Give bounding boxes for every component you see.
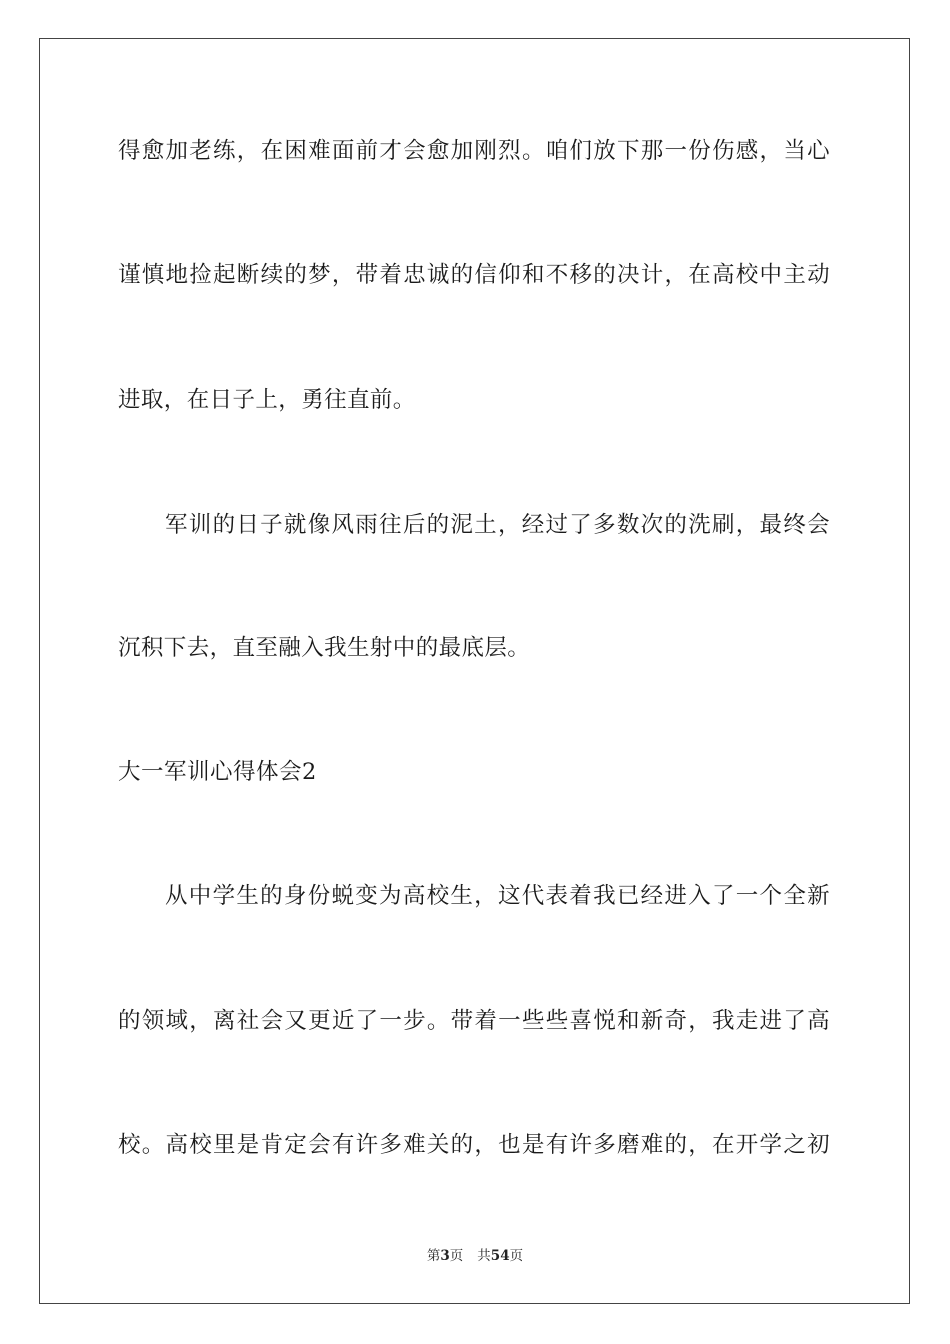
body-line-7: 的领域，离社会又更近了一步。带着一些些喜悦和新奇，我走进了高 bbox=[118, 1008, 830, 1034]
body-line-5: 沉积下去，直至融入我生射中的最底层。 bbox=[118, 635, 531, 661]
body-line-2: 谨慎地捡起断续的梦，带着忠诚的信仰和不移的决计，在高校中主动 bbox=[118, 262, 830, 288]
body-line-6: 从中学生的身份蜕变为高校生，这代表着我已经进入了一个全新 bbox=[165, 883, 830, 909]
footer-page-number: 3 bbox=[440, 1248, 450, 1264]
footer-total-suffix: 页 bbox=[509, 1248, 524, 1264]
body-line-3: 进取，在日子上，勇往直前。 bbox=[118, 387, 416, 413]
page-footer bbox=[0, 1246, 950, 1266]
footer-page-suffix: 页 bbox=[449, 1248, 464, 1264]
footer-total-number: 54 bbox=[490, 1248, 510, 1264]
page-border bbox=[39, 38, 910, 1304]
footer-total-prefix: 共 bbox=[477, 1248, 491, 1264]
footer-page-prefix: 第 bbox=[426, 1248, 441, 1264]
section-heading: 大一军训心得体会2 bbox=[118, 759, 317, 785]
body-line-1: 得愈加老练，在困难面前才会愈加刚烈。咱们放下那一份伤感，当心 bbox=[118, 138, 830, 164]
body-line-4: 军训的日子就像风雨往后的泥土，经过了多数次的洗刷，最终会 bbox=[165, 512, 830, 538]
body-line-8: 校。高校里是肯定会有许多难关的，也是有许多磨难的，在开学之初 bbox=[118, 1132, 830, 1158]
